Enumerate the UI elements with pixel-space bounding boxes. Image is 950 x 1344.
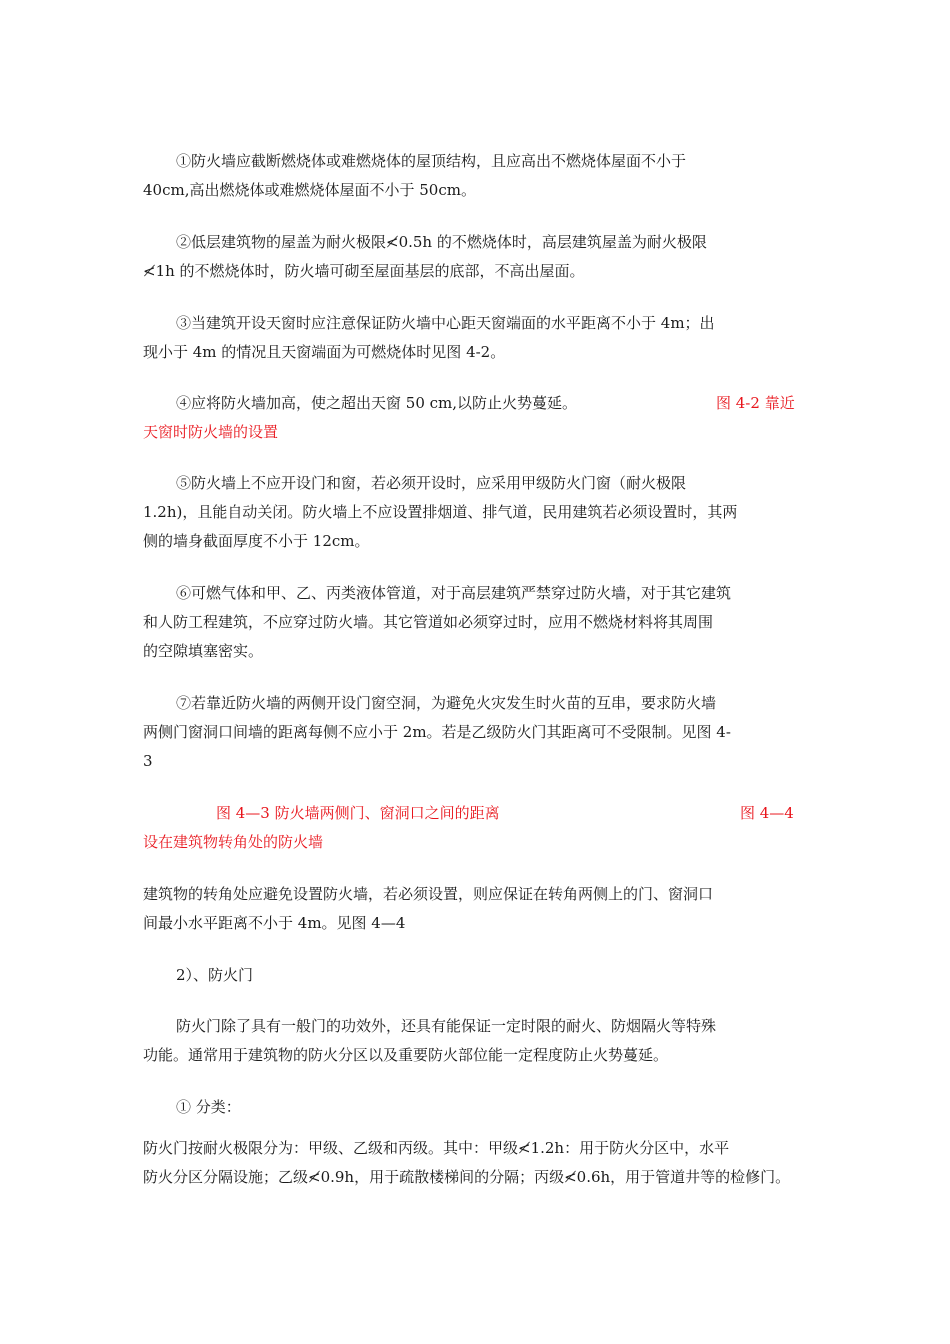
figure-caption-4-2-part-2: 天窗时防火墙的设置 [143, 423, 279, 441]
figure-caption-4-3: 图 4—3 防火墙两侧门、窗洞口之间的距离 [216, 804, 500, 822]
para-corner-line-2: 间最小水平距离不小于 4m。见图 4—4 [143, 914, 406, 932]
figure-caption-4-2-part-1: 图 4-2 靠近 [716, 394, 795, 412]
para-corner-line-1: 建筑物的转角处应避免设置防火墙，若必须设置，则应保证在转角两侧上的门、窗洞口 [143, 885, 714, 903]
para-2-line-1: ②低层建筑物的屋盖为耐火极限≮0.5h 的不燃烧体时，高层建筑屋盖为耐火极限 [176, 233, 707, 251]
subheading-classification: ① 分类： [176, 1098, 241, 1116]
para-1-line-2: 40cm,高出燃烧体或难燃烧体屋面不小于 50cm。 [143, 181, 476, 199]
para-6-line-1: ⑥可燃气体和甲、乙、丙类液体管道，对于高层建筑严禁穿过防火墙，对于其它建筑 [176, 584, 732, 602]
para-fire-door-line-2: 功能。通常用于建筑物的防火分区以及重要防火部位能一定程度防止火势蔓延。 [143, 1046, 669, 1064]
para-7-line-3: 3 [143, 752, 153, 770]
para-fire-door-line-1: 防火门除了具有一般门的功效外，还具有能保证一定时限的耐火、防烟隔火等特殊 [176, 1017, 717, 1035]
para-6-line-2: 和人防工程建筑，不应穿过防火墙。其它管道如必须穿过时，应用不燃烧材料将其周围 [143, 613, 714, 631]
para-7-line-2: 两侧门窗洞口间墙的距离每侧不应小于 2m。若是乙级防火门其距离可不受限制。见图 4- [143, 723, 731, 741]
para-3-line-1: ③当建筑开设天窗时应注意保证防火墙中心距天窗端面的水平距离不小于 4m；出 [176, 314, 715, 332]
para-classification-line-2: 防火分区分隔设施；乙级≮0.9h，用于疏散楼梯间的分隔；丙级≮0.6h，用于管道井等的检修门。 [143, 1168, 791, 1186]
figure-caption-4-4-part-2: 设在建筑物转角处的防火墙 [143, 833, 324, 851]
para-5-line-3: 侧的墙身截面厚度不小于 12cm。 [143, 532, 370, 550]
figure-caption-4-4-part-1: 图 4—4 [740, 804, 794, 822]
para-5-line-2: 1.2h)，且能自动关闭。防火墙上不应设置排烟道、排气道，民用建筑若必须设置时，其两 [143, 503, 738, 521]
para-6-line-3: 的空隙填塞密实。 [143, 642, 264, 660]
para-4-line-1: ④应将防火墙加高，使之超出天窗 50 cm,以防止火势蔓延。 [176, 394, 578, 412]
para-2-line-2: ≮1h 的不燃烧体时，防火墙可砌至屋面基层的底部，不高出屋面。 [143, 262, 585, 280]
para-1-line-1: ①防火墙应截断燃烧体或难燃烧体的屋顶结构，且应高出不燃烧体屋面不小于 [176, 152, 687, 170]
para-classification-line-1: 防火门按耐火极限分为：甲级、乙级和丙级。其中：甲级≮1.2h：用于防火分区中，水平 [143, 1139, 730, 1157]
para-5-line-1: ⑤防火墙上不应开设门和窗，若必须开设时，应采用甲级防火门窗（耐火极限 [176, 474, 687, 492]
para-3-line-2: 现小于 4m 的情况且天窗端面为可燃烧体时见图 4-2。 [143, 343, 506, 361]
section-heading-fire-door: 2）、防火门 [176, 966, 254, 984]
para-7-line-1: ⑦若靠近防火墙的两侧开设门窗空洞，为避免火灾发生时火苗的互串，要求防火墙 [176, 694, 717, 712]
